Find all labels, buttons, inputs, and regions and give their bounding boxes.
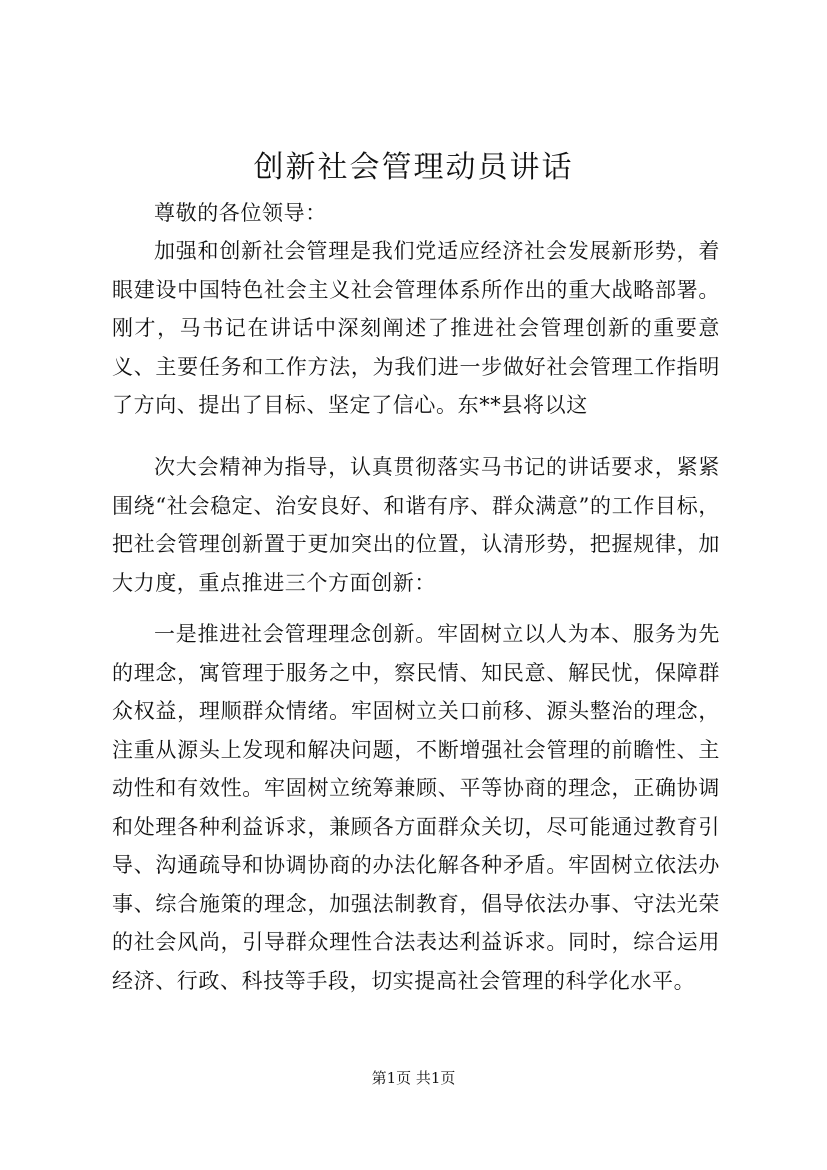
paragraph-2: 次大会精神为指导，认真贯彻落实马书记的讲话要求，紧紧围绕“社会稳定、治安良好、和谐有序、群众满意”的工作目标，把社会管理创新置于更加突出的位置，认清形势，把握规律，加大力度，重点推进三个方面创新： [112, 455, 720, 595]
paragraph-3: 一是推进社会管理理念创新。牢固树立以人为本、服务为先的理念，寓管理于服务之中，察民情、知民意、解民忧，保障群众权益，理顺群众情绪。牢固树立关口前移、源头整治的理念，注重从源头上发现和解决问题，不断增强社会管理的前瞻性、主动性和有效性。牢固树立统筹兼顾、平等协商的理念，正确协调和处理各种利益诉求，兼顾各方面群众关切，尽可能通过教育引导、沟通疏导和协调协商的办法化解各种矛盾。牢固树立依法办事、综合施策的理念，加强法制教育，倡导依法办事、守法光荣的社会风尚，引导群众理性合法表达利益诉求。同时，综合运用经济、行政、科技等手段，切实提高社会管理的科学化水平。 [112, 622, 720, 993]
page-footer: 第1页 共1页 [371, 1069, 456, 1087]
salutation: 尊敬的各位领导： [154, 201, 327, 225]
document-title: 创新社会管理动员讲话 [253, 150, 574, 185]
paragraph-1: 加强和创新社会管理是我们党适应经济社会发展新形势，着眼建设中国特色社会主义社会管理体系所作出的重大战略部署。刚才，马书记在讲话中深刻阐述了推进社会管理创新的重要意义、主要任务和工作方法，为我们进一步做好社会管理工作指明了方向、提出了目标、坚定了信心。东**县将以这 [112, 239, 720, 417]
